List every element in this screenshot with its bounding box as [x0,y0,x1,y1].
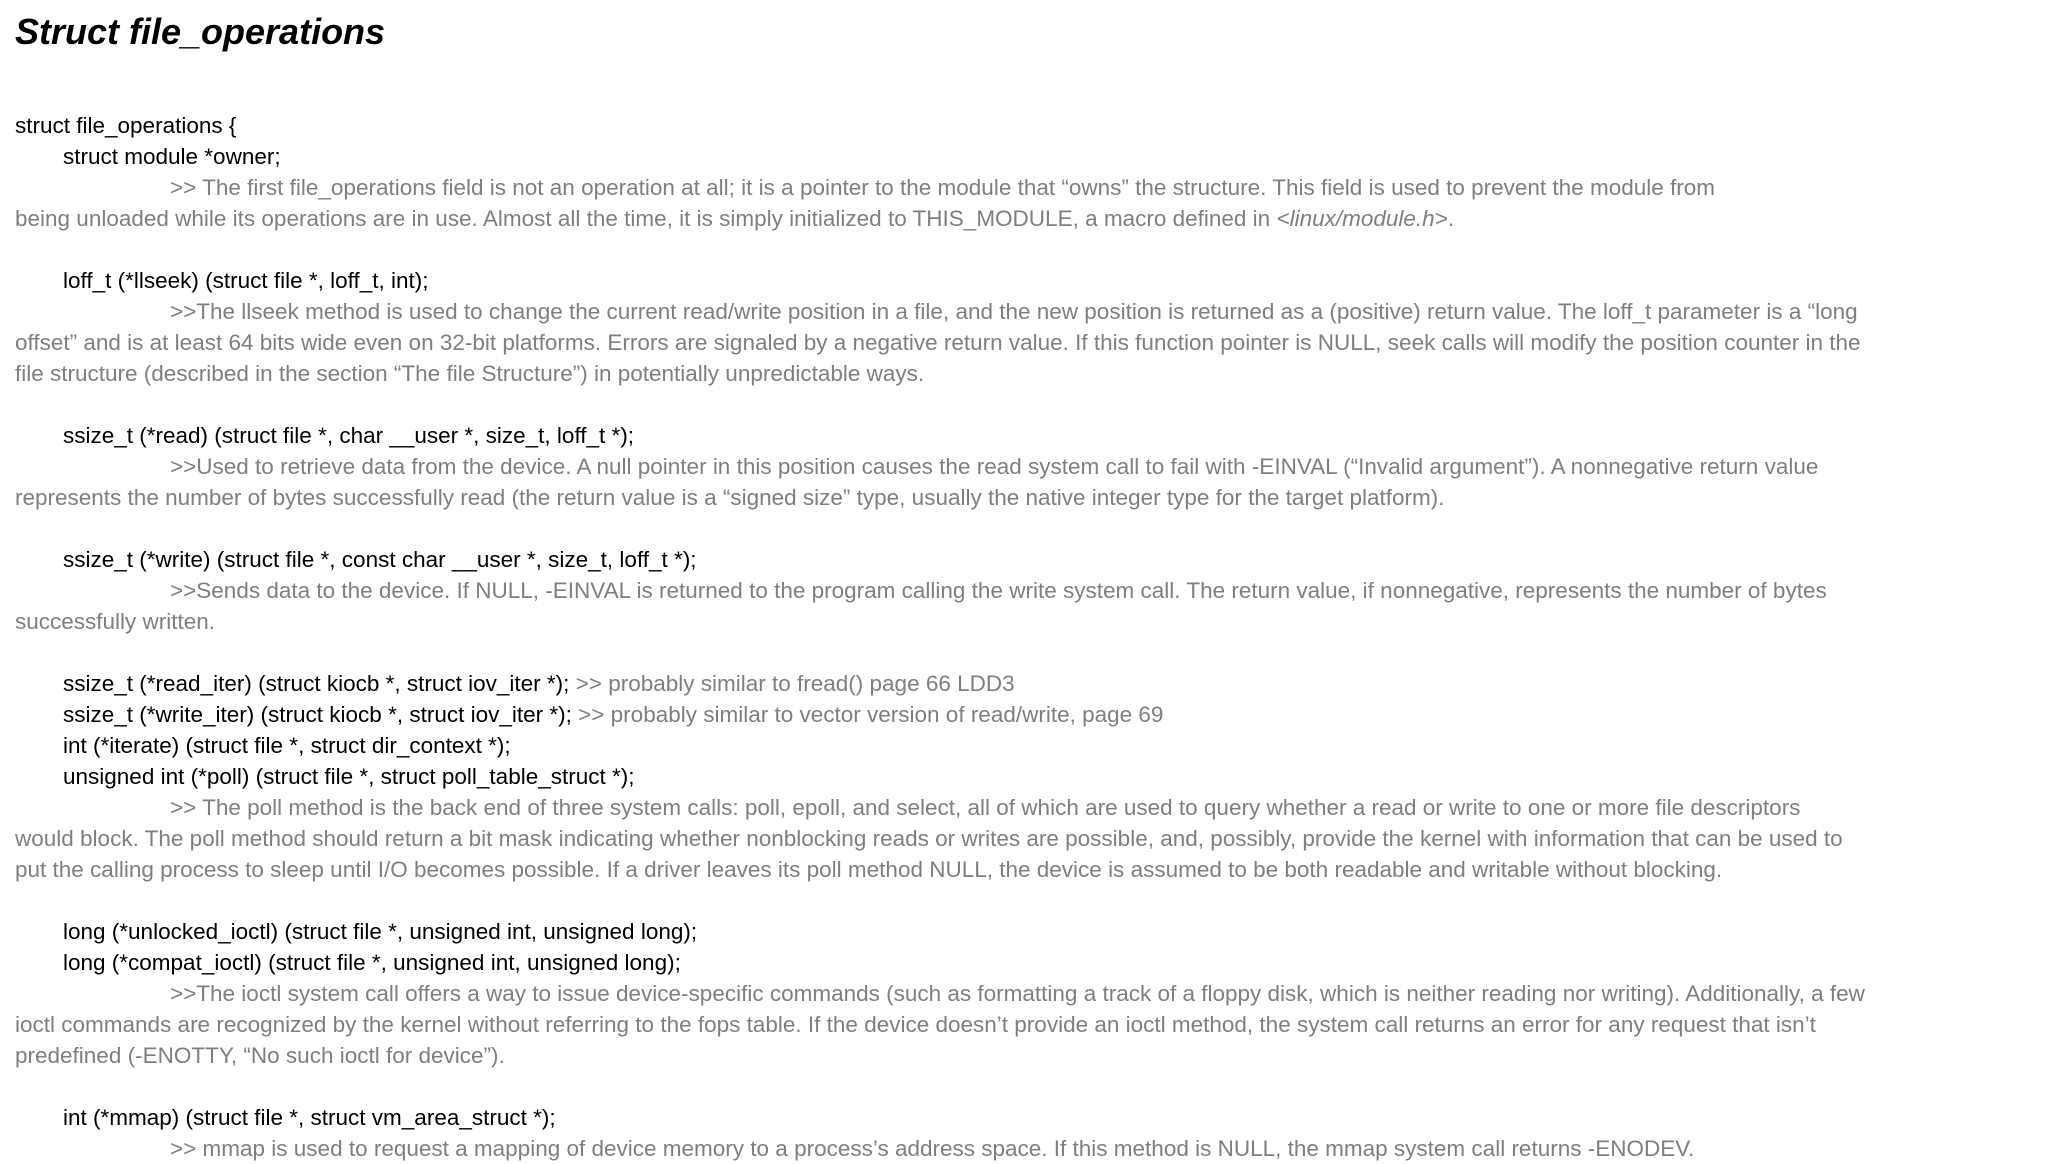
note-ioctl-3: predefined (-ENOTTY, “No such ioctl for device”). [15,1043,505,1068]
field-write: ssize_t (*write) (struct file *, const char __user *, size_t, loff_t *); [63,547,697,572]
note-write-2: successfully written. [15,609,216,634]
note-llseek-2: offset” and is at least 64 bits wide even on 32-bit platforms. Errors are signaled by a negative return value. If this function pointer is NULL, seek calls will modify the position counter in the [15,330,1861,355]
note-read-1: >>Used to retrieve data from the device. A null pointer in this position causes the read system call to fail with -EINVAL (“Invalid argument”). A nonnegative return value [170,454,1819,479]
note-owner-2-text: being unloaded while its operations are in use. Almost all the time, it is simply initialized to THIS_MODULE, a macro defined in [15,206,1277,231]
field-iterate: int (*iterate) (struct file *, struct dir_context *); [63,733,511,758]
field-write-iter-line [15,699,2005,730]
slide [15,8,2005,1164]
struct-declaration: struct file_operations { [15,113,237,138]
field-compat-ioctl: long (*compat_ioctl) (struct file *, unsigned int, unsigned long); [63,950,681,975]
field-read-iter-line [15,668,2005,699]
note-read-iter: >> probably similar to fread() page 66 LDD3 [569,671,1015,696]
note-llseek-3: file structure (described in the section “The file Structure”) in potentially unpredictable ways. [15,361,925,386]
spacer [15,389,2005,420]
note-llseek-1: >>The llseek method is used to change the current read/write position in a file, and the new position is returned as a (positive) return value. The loff_t parameter is a “long [170,299,1858,324]
note-poll-3: put the calling process to sleep until I/O becomes possible. If a driver leaves its poll method NULL, the device is assumed to be both readable and writable without blocking. [15,857,1723,882]
field-poll: unsigned int (*poll) (struct file *, struct poll_table_struct *); [63,764,635,789]
field-read-iter: ssize_t (*read_iter) (struct kiocb *, struct iov_iter *); [63,671,570,696]
slide-body [15,110,2005,1164]
spacer [15,234,2005,265]
note-owner-1: >> The first file_operations field is not an operation at all; it is a pointer to the module that “owns” the structure. This field is used to prevent the module from [170,175,1715,200]
note-ioctl-1: >>The ioctl system call offers a way to issue device-specific commands (such as formatting a track of a floppy disk, which is neither reading nor writing). Additionally, a few [170,981,1865,1006]
note-owner-2 [15,203,2005,234]
field-unlocked-ioctl: long (*unlocked_ioctl) (struct file *, unsigned int, unsigned long); [63,919,698,944]
spacer [15,513,2005,544]
note-poll-2: would block. The poll method should return a bit mask indicating whether nonblocking reads or writes are possible, and, possibly, provide the kernel with information that can be used to [15,826,1843,851]
note-ioctl-2: ioctl commands are recognized by the kernel without referring to the fops table. If the device doesn’t provide an ioctl method, the system call returns an error for any request that isn’t [15,1012,1816,1037]
note-write-1: >>Sends data to the device. If NULL, -EINVAL is returned to the program calling the write system call. The return value, if nonnegative, represents the number of bytes [170,578,1827,603]
note-mmap: >> mmap is used to request a mapping of device memory to a process’s address space. If this method is NULL, the mmap system call returns -ENODEV. [170,1136,1695,1161]
note-poll-1: >> The poll method is the back end of three system calls: poll, epoll, and select, all of which are used to query whether a read or write to one or more file descriptors [170,795,1801,820]
spacer [15,1071,2005,1102]
field-read: ssize_t (*read) (struct file *, char __user *, size_t, loff_t *); [63,423,635,448]
field-mmap: int (*mmap) (struct file *, struct vm_area_struct *); [63,1105,556,1130]
slide-title: Struct file_operations [15,11,386,52]
field-write-iter: ssize_t (*write_iter) (struct kiocb *, struct iov_iter *); [63,702,572,727]
note-owner-2-header: <linux/module.h> [1276,206,1448,231]
note-owner-2-end: . [1447,206,1455,231]
note-write-iter: >> probably similar to vector version of read/write, page 69 [571,702,1164,727]
spacer [15,885,2005,916]
field-llseek: loff_t (*llseek) (struct file *, loff_t, int); [63,268,429,293]
note-read-2: represents the number of bytes successfully read (the return value is a “signed size” type, usually the native integer type for the target platform). [15,485,1445,510]
field-owner: struct module *owner; [63,144,281,169]
spacer [15,637,2005,668]
